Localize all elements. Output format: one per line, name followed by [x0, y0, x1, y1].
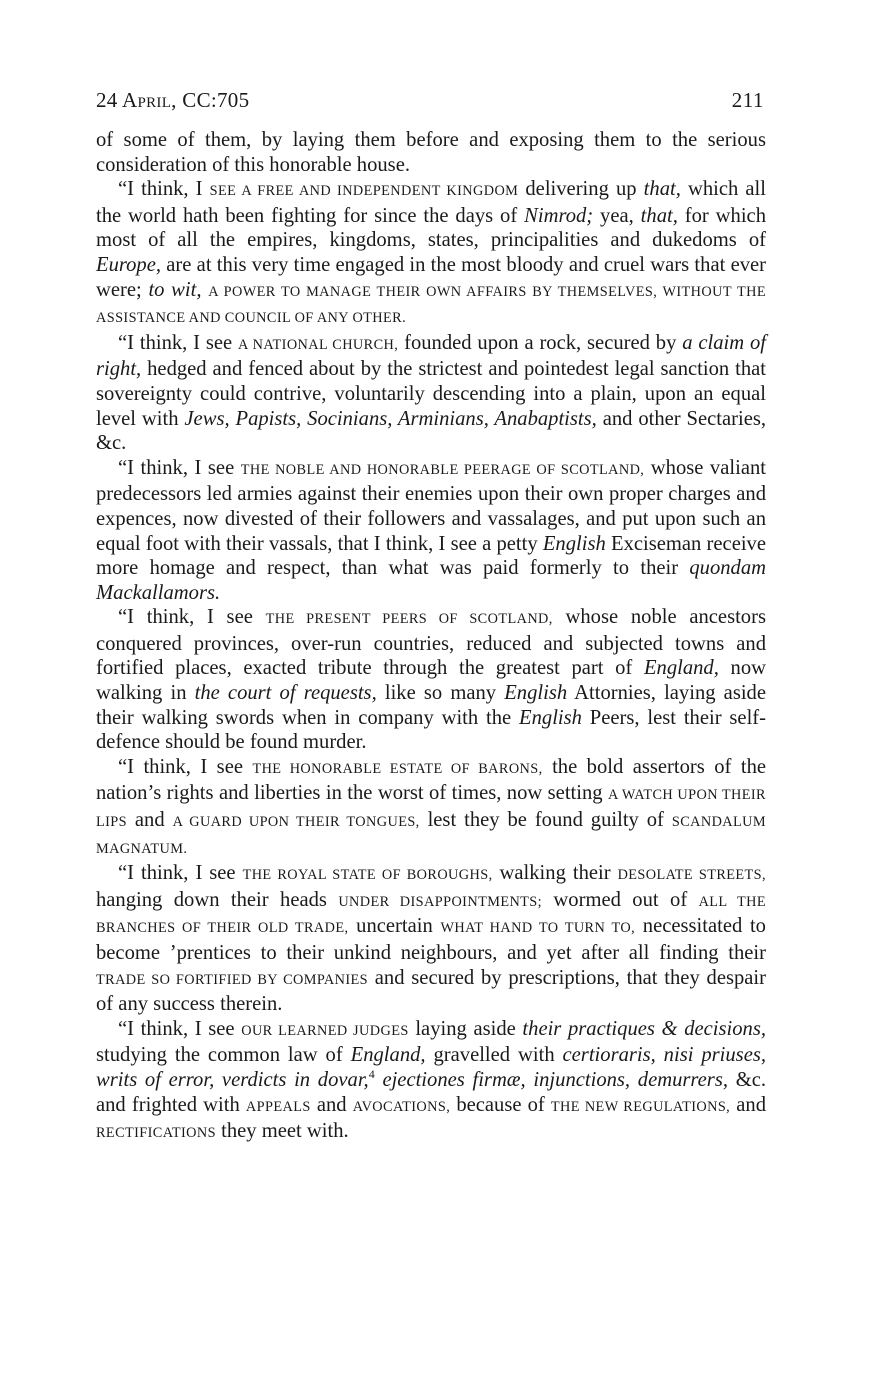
italic-text: to wit, — [148, 278, 202, 301]
text-run: and — [310, 1093, 353, 1116]
page — [96, 88, 766, 1146]
small-caps-text: AVOCATIONS, — [352, 1098, 451, 1115]
text-run: Attornies, laying aside their walking swords when in company with the — [96, 682, 766, 729]
italic-text: England, — [350, 1044, 426, 1067]
italic-text: Jews, Papists, Socinians, Arminians, Anabaptists, — [184, 407, 597, 430]
small-caps-text: A POWER TO MANAGE THEIR OWN AFFAIRS BY THEMSELVES, WITHOUT THE ASSISTANCE AND COUNCIL OF ANY OTHER. — [96, 283, 766, 327]
text-run: whose valiant predecessors led armies against their enemies upon their own proper charges and expences, now divested of their followers and vassalages, and put upon such an equal foot with their vassals, that I think, I see a petty — [96, 456, 766, 555]
small-caps-text: OUR LEARNED JUDGES — [241, 1022, 409, 1039]
text-run: Exciseman receive more homage and respect, than what was paid formerly to their — [96, 532, 766, 580]
text-run: and — [127, 809, 173, 832]
small-caps-text: TRADE SO FORTIFIED BY COMPANIES — [96, 971, 368, 988]
body-text — [96, 128, 766, 1146]
small-caps-text: A WATCH UPON THEIR LIPS — [96, 787, 766, 831]
paragraph — [96, 456, 766, 606]
text-run: “I think, I see — [118, 862, 243, 885]
italic-text: their practiques & decisions, — [522, 1017, 767, 1040]
italic-text: ejectiones firmæ, injunctions, demurrers, — [382, 1068, 728, 1091]
paragraph — [96, 128, 766, 177]
text-run: and — [730, 1093, 767, 1116]
text-run: “I think, I see — [118, 606, 266, 629]
text-run: founded upon a rock, secured by — [398, 331, 683, 354]
text-run: the bold assertors of the nation’s rights and liberties in the worst of times, now setting — [96, 755, 767, 805]
small-caps-text: ALL THE BRANCHES OF THEIR OLD TRADE, — [96, 893, 766, 937]
text-run: laying aside — [408, 1017, 523, 1040]
text-run: studying the common law of — [96, 1044, 351, 1067]
small-caps-text: THE ROYAL STATE OF BOROUGHS, — [242, 867, 493, 884]
text-run: hedged and fenced about by the strictest and pointedest legal sanction that sovereignty could contrive, voluntarily descending into a plain, upon an equal level with — [96, 358, 766, 430]
text-run: “I think, I — [118, 178, 210, 201]
text-run: gravelled with — [425, 1044, 563, 1067]
text-run: they meet with. — [215, 1120, 349, 1143]
text-run: yea, — [593, 204, 641, 227]
text-run: are at this very time engaged in the most bloody and cruel wars that ever were; — [96, 253, 766, 301]
small-caps-text: RECTIFICATIONS — [96, 1125, 216, 1142]
italic-text: Nimrod; — [524, 204, 594, 227]
small-caps-text: SEE A FREE AND INDEPENDENT KINGDOM — [209, 183, 519, 200]
running-head-date: 24 April, CC:705 — [96, 88, 250, 112]
text-run: “I think, I see — [118, 331, 239, 354]
text-run: delivering up — [518, 178, 644, 201]
small-caps-text: APPEALS — [245, 1098, 311, 1115]
paragraph — [96, 177, 766, 331]
paragraph — [96, 605, 766, 755]
page-number: 211 — [731, 88, 764, 112]
text-run: “I think, I see — [118, 1017, 242, 1040]
text-run: and other Sectaries, &c. — [96, 407, 767, 455]
small-caps-text: DESOLATE STREETS, — [617, 867, 767, 884]
text-run: lest they be found guilty of — [419, 809, 672, 832]
text-run: and secured by prescriptions, that they despair of any success therein. — [96, 966, 766, 1016]
text-run: Peers, lest their self-defence should be found murder. — [96, 706, 767, 754]
paragraph — [96, 755, 766, 861]
italic-text: Europe, — [96, 253, 162, 276]
small-caps-text: UNDER DISAPPOINTMENTS; — [338, 893, 543, 910]
italic-text: quondam Mackallamors. — [96, 557, 766, 604]
small-caps-text: A GUARD UPON THEIR TONGUES, — [172, 814, 420, 831]
paragraph — [96, 331, 766, 456]
text-run: whose noble ancestors conquered provinces, over-run countries, reduced and subjected towns and fortified places, exacted tribute through the greatest part of — [96, 606, 766, 680]
small-caps-text: SCANDALUM MAGNATUM. — [96, 814, 766, 857]
paragraph — [96, 861, 766, 1017]
small-caps-text: THE HONORABLE ESTATE OF BARONS, — [252, 760, 543, 777]
text-run: “I think, I see — [118, 755, 253, 778]
text-run: &c. and frighted with — [96, 1068, 767, 1116]
italic-text: English — [542, 532, 606, 555]
small-caps-text: THE NOBLE AND HONORABLE PEERAGE OF SCOTLAND, — [240, 461, 645, 478]
italic-text: the court of requests, — [194, 682, 377, 705]
text-run: now walking in — [96, 657, 766, 705]
text-run: like so many — [376, 682, 505, 705]
text-run: uncertain — [348, 915, 441, 938]
text-run: “I think, I see — [118, 456, 241, 479]
running-header — [96, 88, 766, 122]
small-caps-text: A NATIONAL CHURCH, — [238, 336, 399, 353]
text-run: of some of them, by laying them before and exposing them to the serious consideration of this honorable house. — [96, 129, 766, 176]
italic-text: certioraris, nisi priuses, writs of error, verdicts in dovar, — [96, 1044, 766, 1091]
italic-text: England, — [643, 657, 719, 680]
footnote-marker: 4 — [368, 1067, 375, 1082]
italic-text: that, — [643, 178, 681, 201]
small-caps-text: THE NEW REGULATIONS, — [550, 1098, 731, 1115]
text-run: necessitated to become ’prentices to their unkind neighbours, and yet after all finding their — [96, 915, 766, 964]
text-run: because of — [450, 1093, 551, 1116]
text-run: wormed out of — [542, 888, 699, 911]
text-run: for which most of all the empires, kingdoms, states, principalities and dukedoms of — [96, 204, 766, 252]
text-run: walking their — [492, 862, 618, 885]
italic-text: English — [504, 682, 568, 705]
italic-text: that, — [640, 204, 678, 227]
text-run: hanging down their heads — [96, 888, 339, 911]
italic-text: English — [519, 706, 582, 729]
paragraph — [96, 1017, 766, 1146]
italic-text: a claim of right, — [96, 331, 767, 381]
small-caps-text: WHAT HAND TO TURN TO, — [440, 920, 636, 937]
text-run: which all the world hath been fighting for since the days of — [96, 178, 766, 227]
small-caps-text: THE PRESENT PEERS OF SCOTLAND, — [265, 611, 553, 628]
